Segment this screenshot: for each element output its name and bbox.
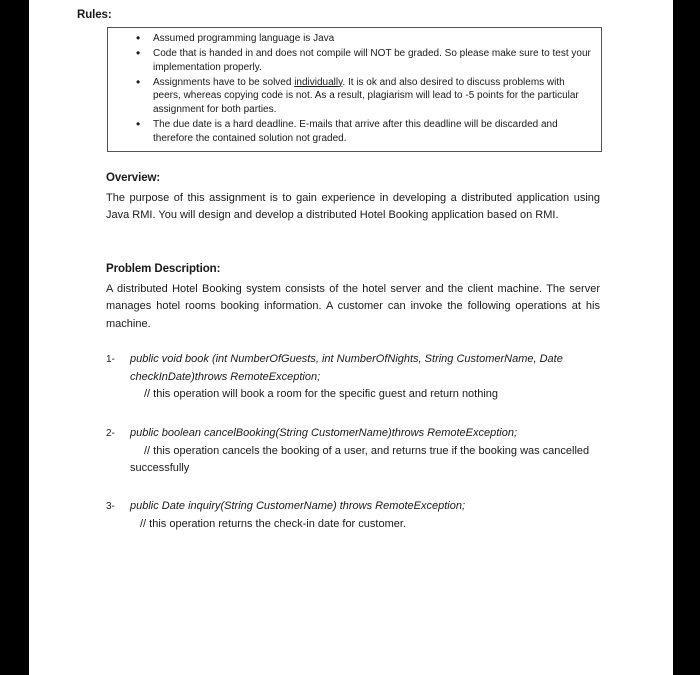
rule-item [136, 46, 593, 74]
overview-text: The purpose of this assignment is to gain experience in developing a distributed application using Java RMI. You will design and develop a distributed Hotel Booking application based on RMI. [106, 191, 600, 221]
overview-section [106, 170, 600, 225]
rule-text-underlined: individually [294, 76, 343, 88]
problem-heading: Problem Description: [106, 263, 221, 275]
bullet-icon: • [136, 31, 141, 45]
rule-text-post: . It is ok and also desired to discuss problems with peers, whereas copying code is not. As a result, plagiarism will lead to -5 points for the particular assignment for both parties. [153, 76, 579, 115]
rule-text-pre: Assignments have to be solved [153, 76, 295, 88]
rule-item [136, 117, 593, 145]
operation-number: 1- [106, 354, 115, 365]
operation-item-3 [106, 498, 596, 533]
rule-text: Assumed programming language is Java [153, 33, 335, 44]
operation-item-1 [106, 351, 596, 404]
problem-text: A distributed Hotel Booking system consists of the hotel server and the client machine. The server manages hotel rooms booking information. A customer can invoke the following operations at his machine. [106, 282, 600, 330]
operation-signature: public void book (int NumberOfGuests, int NumberOfNights, String CustomerName, Date checkInDate)throws RemoteException; [130, 353, 563, 383]
operation-number: 3- [106, 501, 115, 512]
operation-comment: // this operation returns the check-in date for customer. [140, 517, 406, 530]
problem-section [106, 261, 600, 333]
rules-box [107, 27, 602, 152]
bullet-icon: • [136, 117, 141, 132]
operation-comment: // this operation will book a room for the specific guest and return nothing [144, 388, 499, 400]
overview-heading: Overview: [106, 172, 161, 184]
operation-comment: // this operation cancels the booking of a user, and returns true if the booking was cancelled successfully [130, 444, 590, 474]
rule-text: The due date is a hard deadline. E-mails that arrive after this deadline will be discarded and therefore the contained solution not graded. [153, 119, 558, 144]
operation-item-2 [106, 425, 596, 478]
rules-list [136, 31, 593, 145]
operation-signature: public Date inquiry(String CustomerName) throws RemoteException; [130, 500, 466, 512]
operation-number: 2- [106, 428, 115, 439]
rules-heading: Rules: [77, 9, 112, 21]
bullet-icon: • [136, 74, 141, 89]
operation-signature: public boolean cancelBooking(String CustomerName)throws RemoteException; [130, 427, 518, 439]
rule-item [136, 74, 593, 117]
rule-text: Code that is handed in and does not compile will NOT be graded. So please make sure to test your implementation properly. [153, 48, 591, 73]
bullet-icon: • [136, 46, 141, 61]
rule-item [136, 31, 593, 46]
